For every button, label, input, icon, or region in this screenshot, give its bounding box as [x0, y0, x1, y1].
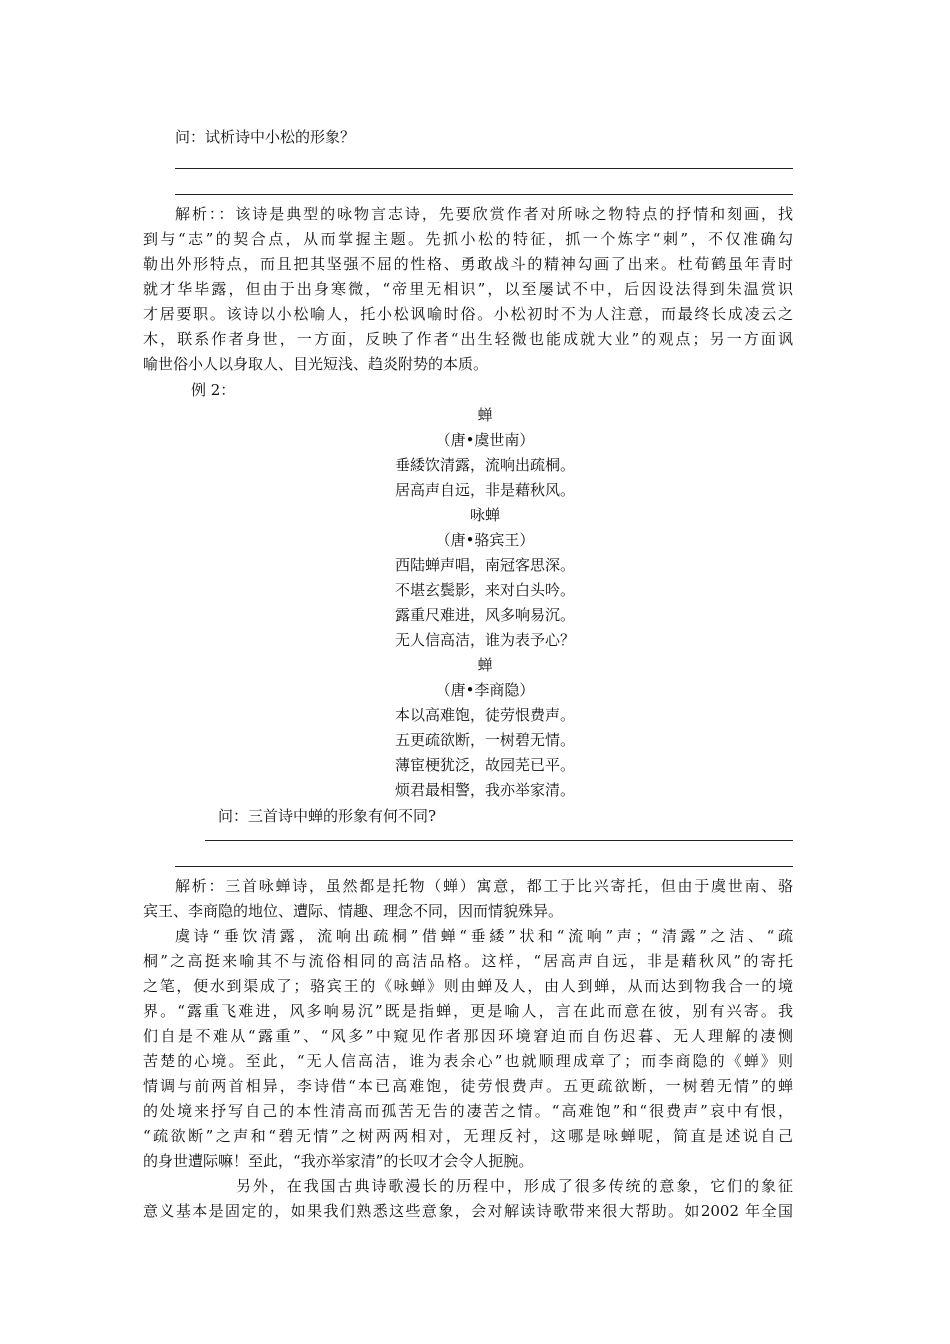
analysis-1-line: 就才华毕露，但由于出身寒微，“帝里无相识”，以至屡试不中，后因设法得到朱温赏识: [143, 280, 793, 298]
answer-line-1a: [175, 168, 793, 169]
question-2: 问：三首诗中蝉的形象有何不同?: [218, 807, 437, 825]
poem-line: 五更疏欲断，一树碧无情。: [394, 731, 575, 749]
analysis-1-line: 喻世俗小人以身取人、目光短浅、趋炎附势的本质。: [143, 355, 489, 373]
analysis-2-line: 之笔，便水到渠成了；骆宾王的《咏蝉》则由蝉及人，由人到蝉，从而达到物我合一的境: [143, 977, 793, 995]
analysis-2-line: 另外，在我国古典诗歌漫长的历程中，形成了很多传统的意象，它们的象征: [236, 1177, 793, 1195]
analysis-2-line: 宾王、李商隐的地位、遭际、情趣、理念不同，因而情貌殊异。: [143, 902, 564, 920]
poem-line: 垂緌饮清露，流响出疏桐。: [394, 456, 575, 474]
analysis-2-line: 们自是不难从“露重”、“风多”中窥见作者那因环境窘迫而自伤迟暮、无人理解的凄恻: [143, 1027, 793, 1045]
analysis-2-line: 情调与前两首相异，李诗借“本已高难饱，徒劳恨费声。五更疏欲断，一树碧无情”的蝉: [143, 1077, 793, 1095]
poem-1-author: （唐•虞世南）: [435, 431, 535, 449]
poem-1-title: 蝉: [477, 406, 493, 424]
poem-line: 露重尺难进，风多响易沉。: [394, 606, 575, 624]
poem-3-title: 蝉: [477, 656, 493, 674]
analysis-2-line: 解析：三首咏蝉诗，虽然都是托物（蝉）寓意，都工于比兴寄托，但由于虞世南、骆: [175, 877, 793, 895]
answer-line-1b: [175, 194, 793, 195]
analysis-2-line: 界。“露重飞难进，风多响易沉”既是指蝉，更是喻人，言在此而意在彼，别有兴寄。我: [143, 1002, 793, 1020]
poem-line: 西陆蝉声唱，南冠客思深。: [394, 556, 575, 574]
poem-2-author: （唐•骆宾王）: [435, 531, 535, 549]
poem-line: 本以高难饱，徒劳恨费声。: [394, 706, 575, 724]
analysis-2-line: 意义基本是固定的，如果我们熟悉这些意象，会对解读诗歌带来很大帮助。如2002 年全国: [143, 1202, 793, 1220]
poem-line: 居高声自远，非是藉秋风。: [394, 481, 575, 499]
poem-line: 烦君最相警，我亦举家清。: [394, 781, 575, 799]
analysis-2-line: “疏欲断”之声和“碧无情”之树两两相对，无理反衬，这哪是咏蝉呢，简直是述说自己: [143, 1127, 793, 1145]
example-label: 例 2：: [191, 381, 236, 399]
answer-line-2b: [175, 866, 793, 867]
analysis-1-line: 解析：：该诗是典型的咏物言志诗，先要欣赏作者对所咏之物特点的抒情和刻画，找: [175, 205, 793, 223]
analysis-2-line: 的身世遭际嘛！至此，“我亦举家清”的长叹才会令人扼腕。: [143, 1152, 534, 1170]
analysis-2-line: 桐”之高挺来喻其不与流俗相同的高洁品格。这样，“居高声自远，非是藉秋风”的寄托: [143, 952, 793, 970]
poem-line: 薄宦梗犹泛，故园芜已平。: [394, 756, 575, 774]
question-1: 问：试析诗中小松的形象？: [175, 128, 356, 146]
answer-line-2a: [205, 840, 793, 841]
poem-line: 不堪玄鬓影，来对白头吟。: [394, 581, 575, 599]
analysis-2-line: 的处境来抒写自己的本性清高而孤苦无告的凄苦之情。“高难饱”和“很费声”哀中有恨，: [143, 1102, 793, 1120]
analysis-1-line: 到与“志”的契合点，从而掌握主题。先抓小松的特征，抓一个炼字“刺”，不仅准确勾: [143, 230, 793, 248]
poem-3-author: （唐•李商隐）: [435, 681, 535, 699]
analysis-1-line: 木，联系作者身世，一方面，反映了作者“出生轻微也能成就大业”的观点；另一方面讽: [143, 330, 793, 348]
analysis-2-line: 苦楚的心境。至此，“无人信高洁，谁为表余心”也就顺理成章了；而李商隐的《蝉》则: [143, 1052, 793, 1070]
analysis-1-line: 勒出外形特点，而且把其坚强不屈的性格、勇敢战斗的精神勾画了出来。杜荀鹤虽年青时: [143, 255, 793, 273]
analysis-2-line: 虞诗“垂饮清露，流响出疏桐”借蝉“垂緌”状和“流响”声；“清露”之洁、“疏: [175, 927, 793, 945]
analysis-1-line: 才居要职。该诗以小松喻人，托小松讽喻时俗。小松初时不为人注意，而最终长成凌云之: [143, 305, 793, 323]
poem-2-title: 咏蝉: [469, 506, 500, 524]
poem-line: 无人信高洁，谁为表予心？: [394, 631, 575, 649]
